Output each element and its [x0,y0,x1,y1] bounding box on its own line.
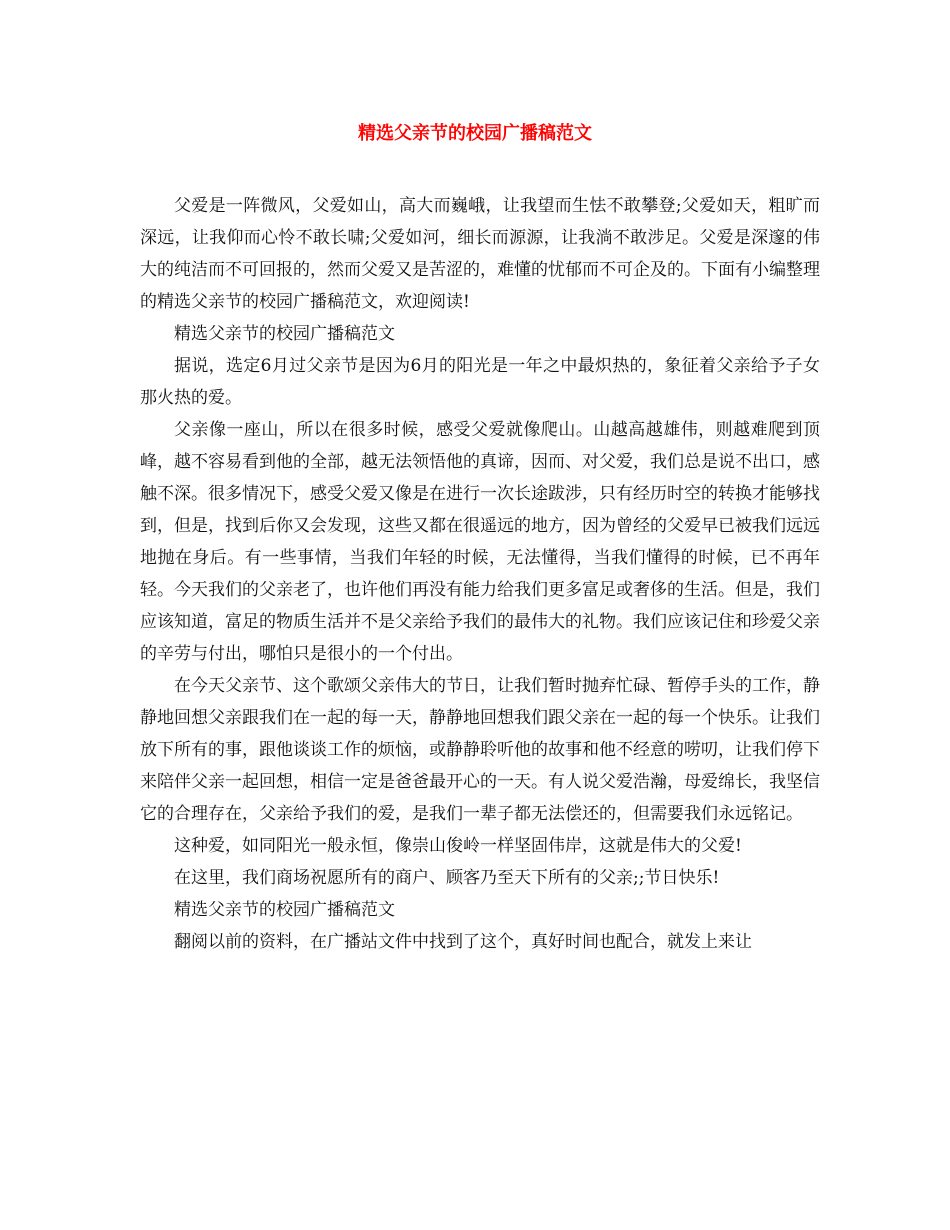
paragraph-wishes: 在这里，我们商场祝愿所有的商户、顾客乃至天下所有的父亲;;节日快乐! [174,868,720,888]
document-title: 精选父亲节的校园广播稿范文 [358,123,592,144]
paragraph-heading-1: 精选父亲节的校园广播稿范文 [174,324,395,344]
paragraph-heading-2: 精选父亲节的校园广播稿范文 [174,900,395,920]
paragraph-intro: 父爱是一阵微风，父爱如山，高大而巍峨，让我望而生怯不敢攀登;父爱如天，粗旷而深远，让我仰而心怜不敢长啸;父爱如河，细长而源源，让我淌不敢涉足。父爱是深邃的伟大的纯洁而不可回报的，然而父爱又是苦涩的，难懂的忧郁而不可企及的。下面有小编整理的精选父亲节的校园广播稿范文，欢迎阅读! [140,196,820,312]
paragraph-mountain: 父亲像一座山，所以在很多时候，感受父爱就像爬山。山越高越雄伟，则越难爬到顶峰，越不容易看到他的全部，越无法领悟他的真谛，因而、对父爱，我们总是说不出口，感触不深。很多情况下，感受父爱又像是在进行一次长途跋涉，只有经历时空的转换才能够找到，但是，找到后你又会发现，这些又都在很遥远的地方，因为曾经的父爱早已被我们远远地抛在身后。有一些事情，当我们年轻的时候，无法懂得，当我们懂得的时候，已不再年轻。今天我们的父亲老了，也许他们再没有能力给我们更多富足或奢侈的生活。但是，我们应该知道，富足的物质生活并不是父亲给予我们的最伟大的礼物。我们应该记住和珍爱父亲的辛劳与付出，哪怕只是很小的一个付出。 [140,420,820,664]
paragraph-june: 据说，选定6月过父亲节是因为6月的阳光是一年之中最炽热的，象征着父亲给予子女那火热的爱。 [140,356,820,408]
paragraph-fathers-day: 在今天父亲节、这个歌颂父亲伟大的节日，让我们暂时抛弃忙碌、暂停手头的工作，静静地回想父亲跟我们在一起的每一天，静静地回想我们跟父亲在一起的每一个快乐。让我们放下所有的事，跟他谈谈工作的烦恼，或静静聆听他的故事和他不经意的唠叨，让我们停下来陪伴父亲一起回想，相信一定是爸爸最开心的一天。有人说父爱浩瀚，母爱绵长，我坚信它的合理存在，父亲给予我们的爱，是我们一辈子都无法偿还的，但需要我们永远铭记。 [140,676,820,824]
paragraph-sunlight: 这种爱，如同阳光一般永恒，像崇山俊岭一样坚固伟岸，这就是伟大的父爱! [174,836,742,856]
paragraph-archive: 翻阅以前的资料，在广播站文件中找到了这个，真好时间也配合，就发上来让 [174,932,752,952]
document-body [140,190,820,958]
